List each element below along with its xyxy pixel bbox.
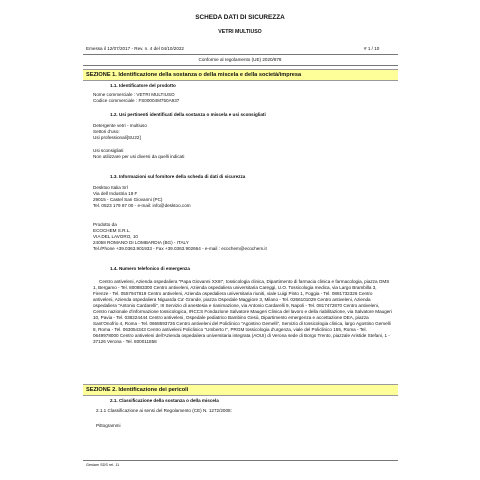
document-title: SCHEDA DATI DI SICUREZZA — [195, 14, 285, 21]
compliance-note: Conforme al regolamento (UE) 2020/878 — [198, 57, 282, 62]
producer-contact: Tel./Phone +39.0363.901933 - Fax +39.0363.902664 - e-mail : ecochem@ecochem.it — [93, 246, 267, 251]
section-1-heading: SEZIONE 1. Identificazione della sostanza o della miscela e della società/impresa — [86, 71, 302, 78]
section-1-4-title: 1.4. Numero telefonico di emergenza — [110, 266, 190, 271]
use-line-2: Settori d'uso: — [93, 129, 120, 134]
section-2-1-1-text: 2.1.1 Classificazione ai sensi del Regolamento (CE) N. 1272/2008: — [96, 408, 232, 413]
section-1-3-title: 1.3. Informazioni sul fornitore della scheda di dati di sicurezza — [110, 174, 246, 179]
supplier-street: Via dell Industria 19 F — [93, 191, 138, 196]
section-1-heading-band — [83, 69, 398, 81]
footer-text: Gesiam SDS rel. 11 — [86, 463, 120, 467]
use-line-3: Usi professionali[SU22] — [93, 135, 141, 140]
supplier-contact: Tel. 0523 179 87 00 - e-mail: info@desktoo.com — [93, 203, 191, 208]
use-line-4: Usi sconsigliati — [93, 148, 124, 153]
emergency-numbers: Centro antiveleni, Azienda ospedaliera "Papa Giovanni XXIII", tossicologia clinica, Dipartimento di farmacia clinica e farmacologia, piazza OMS 1, Bergamo - Tel. 800883300 Centro antiveleni, Azienda ospedaliera universitaria Careggi, U.O. Tossicologia medica, via Largo Brambilla 3, Firenze - Tel. 0557947819 Centro antiveleni, Azienda ospedaliera universitaria riuniti, viale Luigi Pinto 1, Foggia - Tel. 0881732326 Centro antiveleni, Azienda ospedaliera Niguarda Ca' Grande, piazza Ospedale Maggiore 3, Milano - Tel. 0266101029 Centro antiveleni, Azienda ospedaliera "Antonio Cardarelli", III Servizio di anestesia e rianimazione, via Antonio Cardarelli 9, Napoli - Tel. 0817472870 Centro antiveleni, Centro nazionale d'informazione tossicologica, IRCCS Fondazione Salvatore Maugeri Clinica del lavoro e della riabilitazione, via Salvatore Maugeri 10, Pavia - Tel. 038224444 Centro antiveleni, Ospedale pediatrico Bambino Gesù, Dipartimento emergenza e accettazione DEA, piazza Sant'Onofrio 4, Roma - Tel. 0668593726 Centro antiveleni del Policlinico "Agostino Gemelli", Servizio di tossicologia clinica, largo Agostino Gemelli 8, Roma - Tel. 063054343 Centro antiveleni Policlinico "Umberto I", PRGM tossicologia d'urgenza, viale del Policlinico 155, Roma - Tel. 0649978000 Centro antiveleni dell'Azienda ospedaliera universitaria integrata (AOUI) di Verona sede di Borgo Trento, piazzale Aristide Stefani, 1 - 37126 Verona - Tel. 800011858 — [93, 279, 392, 344]
supplier-name: Desktoo Italia Srl — [93, 185, 128, 190]
product-name-line: Nome commerciale : VETRI MULTIUSO — [93, 92, 175, 97]
section-2-1-title: 2.1. Classificazione della sostanza o della miscela — [110, 398, 219, 403]
producer-city: 24058 ROMANO DI LOMBARDIA (BG) - ITALY — [93, 240, 189, 245]
section-2-heading-band — [83, 384, 398, 396]
use-line-1: Detergente vetri - multiuso — [93, 123, 147, 128]
supplier-city: 29015 - Castel San Giovanni (PC) — [93, 197, 163, 202]
header-divider-2 — [83, 65, 398, 66]
product-code-line: Codice commerciale : FS00004M750A937 — [93, 98, 180, 103]
section-2-heading: SEZIONE 2. Identificazione dei pericoli — [86, 386, 189, 393]
producer-name: ECOCHEM S.R.L. — [93, 228, 131, 233]
producer-label: Prodotto da — [93, 222, 117, 227]
revision-info: Emessa il 12/07/2017 - Rev. n. 4 del 04/10/2022 — [86, 46, 184, 51]
section-1-2-title: 1.2. Usi pertinenti identificati della sostanza o miscela e usi sconsigliati — [110, 112, 266, 117]
header-divider — [83, 54, 398, 55]
use-line-5: Non utilizzare per usi diversi da quelli indicati — [93, 154, 185, 159]
product-subtitle: VETRI MULTIUSO — [218, 29, 262, 35]
section-1-1-title: 1.1. Identificatore del prodotto — [110, 83, 176, 88]
pictograms-label: Pittogrammi — [96, 423, 121, 428]
producer-street: VIA DEL LAVORO, 10 — [93, 234, 138, 239]
footer-divider — [83, 460, 398, 461]
page-number: # 1 / 10 — [364, 46, 380, 51]
